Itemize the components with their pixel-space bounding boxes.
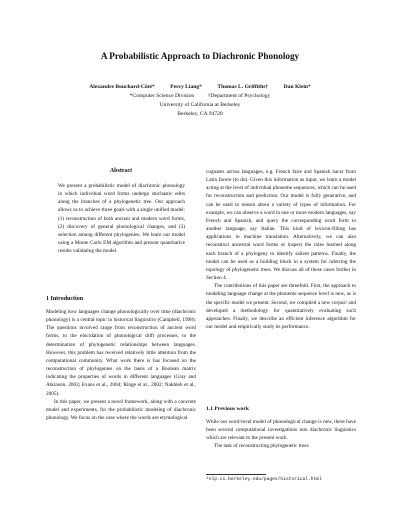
subsection-heading-previous-work: 1.1 Previous work [206, 406, 249, 412]
author-name: Alexandre Bouchard-Côté* [89, 84, 155, 90]
paragraph: The task of reconstructing phylogenetic trees [214, 443, 309, 450]
author-name: Percy Liang* [170, 84, 202, 90]
previous-work-body [206, 418, 356, 451]
paragraph: The contributions of this paper are threefold. First, the approach to modeling language change at the phoneme sequence level is new, as is the specific model we present. Second, we compiled a new corpus¹ and developed a methodology for quantitatively evaluating such approaches. Finally, we describe an efficient inference algorithm for our model and empirically study its performance. [206, 283, 356, 330]
paragraph: Modeling how languages change phonologically over time (diachronic phonology) is a central topic in historical linguistics (Campbell, 1998). The questions involved range from reconstruction of ancient word forms, to the elucidation of phonological drift processes, to the determination of phylogenetic relationships between languages. However, this problem has received relatively little attention from the computational community. What work there is has focused on the reconstruction of phylogenies on the basis of a Boolean matrix indicating the properties of words in different languages (Gray and Atkinson, 2003; Evans et al., 2004; Ringe et al., 2002; Nakhleh et al., 2005). [46, 309, 196, 397]
section-heading-introduction: 1 Introduction [46, 296, 84, 302]
affiliation-psych: †Department of Psychology [207, 93, 271, 99]
affiliation-cs: *Computer Science Division [129, 93, 195, 99]
author-list [0, 84, 400, 90]
affiliation-departments [0, 93, 400, 99]
introduction-body [46, 308, 196, 422]
abstract-heading: Abstract [109, 168, 133, 174]
author-name: Thomas L. Griffiths† [217, 84, 269, 90]
affiliation-university: University of California at Berkeley [159, 102, 241, 108]
right-column-body [206, 168, 356, 331]
paragraph: While our word-level model of phonological change is new, there have been several computational investigations into diachronic linguistics which are relevant to the present work. [206, 419, 356, 442]
paragraph: cognates across languages, e.g. French faire and Spanish hacer from Latin facere (to do). Given this information as input, we learn a model acting at the level of individual phoneme sequences, which can be used for reconstruction and prediction. Our model is fully generative, and can be used to reason about a variety of types of information. For example, we can observe a word in one or more modern languages, say French and Spanish, and query the corresponding word form in another language, say Italian. This kind of lexicon-filling has applications in machine translation. Alternatively, we can also reconstruct ancestral word forms or inspect the rules learned along each branch of a phylogeny to identify salient patterns. Finally, the model can be used as a building block in a system for inferring the topology of phylogenetic trees. We discuss all of these cases further in Section 4. [206, 169, 356, 282]
affiliation-city: Berkeley, CA 94720 [177, 111, 223, 117]
abstract-text: We present a probabilistic model of diachronic phonology in which individual word forms undergo stochastic edits along the branches of a phylogenetic tree. Our approach allows us to achieve three goals with a single unified model: (1) reconstruction of both ancient and modern word forms, (2) discovery of general phonological changes, and (3) selection among different phylogenies. We learn our model using a Monte Carlo EM algorithm and present quantitative results validating the model. [58, 183, 185, 255]
footnote-url[interactable]: ¹nlp.cs.berkeley.edu/pages/historical.html [206, 477, 322, 482]
author-name: Dan Klein* [283, 84, 311, 90]
paragraph: In this paper, we present a novel framework, along with a concrete model and experiments, for the probabilistic modeling of diachronic phonology. We focus on the case where the words are etymological [46, 398, 196, 422]
footnote-rule [206, 474, 266, 475]
paper-title: A Probabilistic Approach to Diachronic Phonology [100, 51, 300, 61]
